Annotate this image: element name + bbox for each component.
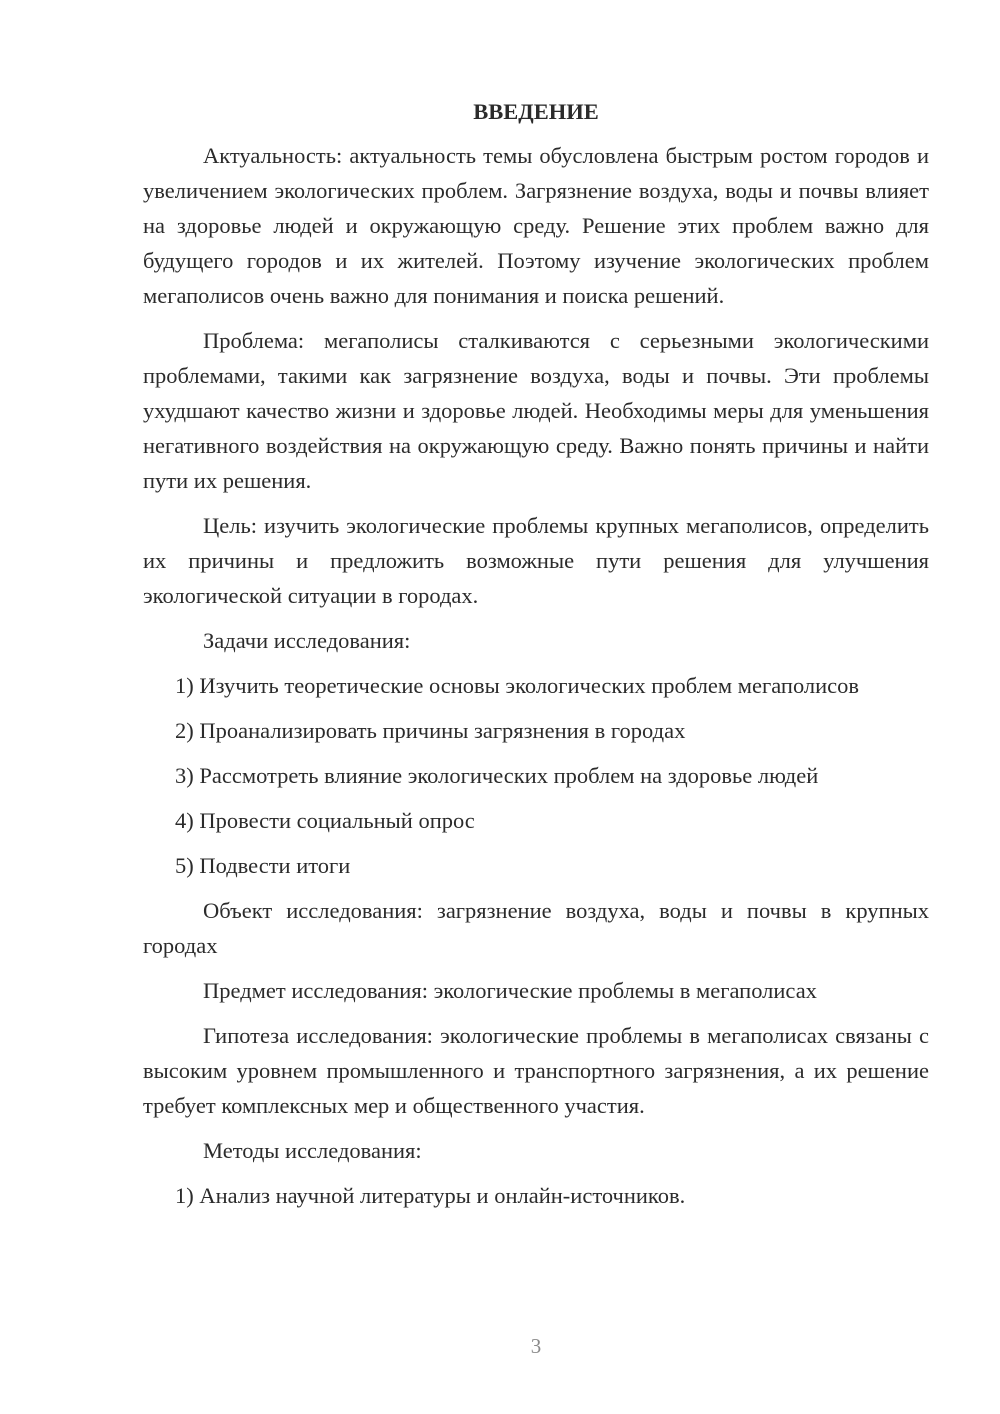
task-item-1: 1) Изучить теоретические основы экологических проблем мегаполисов [175, 673, 860, 698]
tasks-heading: Задачи исследования: [203, 628, 411, 653]
task-item-4: 4) Провести социальный опрос [175, 808, 475, 833]
subject-paragraph: Предмет исследования: экологические проблемы в мегаполисах [203, 978, 817, 1003]
task-item-2: 2) Проанализировать причины загрязнения в городах [175, 718, 686, 743]
page-number: 3 [530, 1334, 542, 1358]
hypothesis-paragraph: Гипотеза исследования: экологические проблемы в мегаполисах связаны с высоким уровнем промышленного и транспортного загрязнения, а их решение требует комплексных мер и общественного участия. [143, 1023, 929, 1118]
problem-paragraph: Проблема: мегаполисы сталкиваются с серьезными экологическими проблемами, такими как загрязнение воздуха, воды и почвы. Эти проблемы ухудшают качество жизни и здоровье людей. Необходимы меры для уменьшения негативного воздействия на окружающую среду. Важно понять причины и найти пути их решения. [143, 328, 929, 493]
relevance-paragraph: Актуальность: актуальность темы обусловлена быстрым ростом городов и увеличением экологических проблем. Загрязнение воздуха, воды и почвы влияет на здоровье людей и окружающую среду. Решение этих проблем важно для будущего городов и их жителей. Поэтому изучение экологических проблем мегаполисов очень важно для понимания и поиска решений. [143, 143, 929, 308]
methods-heading: Методы исследования: [203, 1138, 422, 1163]
goal-paragraph: Цель: изучить экологические проблемы крупных мегаполисов, определить их причины и предложить возможные пути решения для улучшения экологической ситуации в городах. [143, 513, 929, 608]
task-item-5: 5) Подвести итоги [175, 853, 351, 878]
method-item-1: 1) Анализ научной литературы и онлайн-источников. [175, 1183, 686, 1208]
page-content [143, 96, 929, 1223]
section-title: ВВЕДЕНИЕ [473, 99, 599, 124]
task-item-3: 3) Рассмотреть влияние экологических проблем на здоровье людей [175, 763, 819, 788]
object-paragraph: Объект исследования: загрязнение воздуха, воды и почвы в крупных городах [143, 898, 929, 958]
